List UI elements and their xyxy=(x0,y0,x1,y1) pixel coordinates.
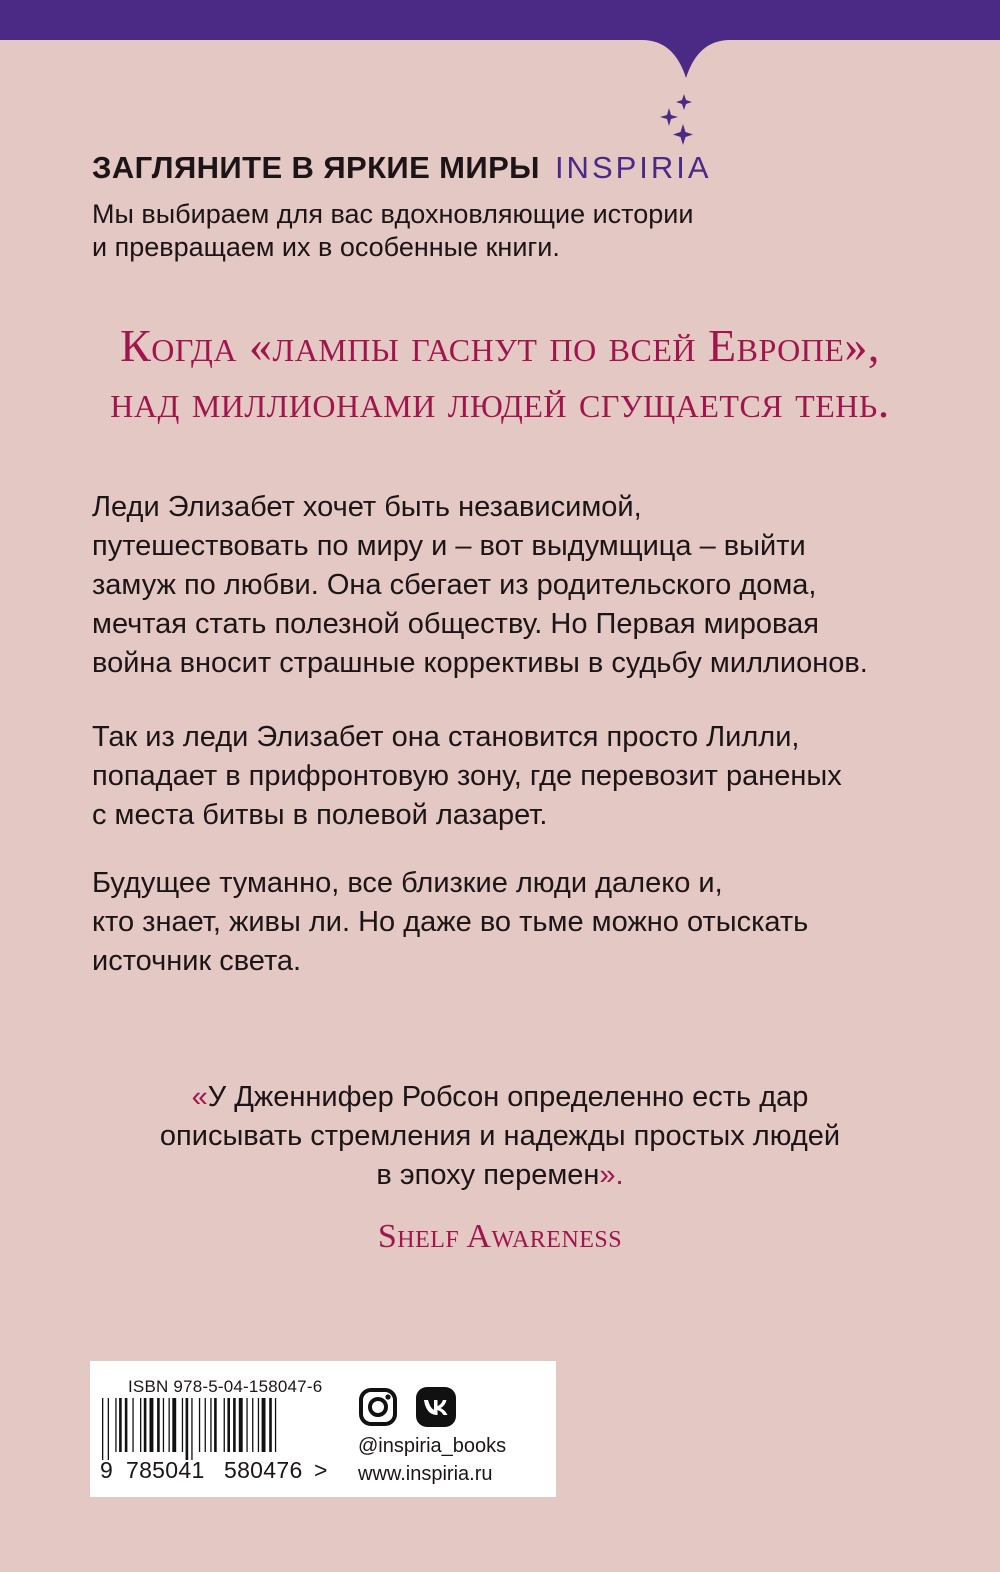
barcode-bar xyxy=(144,1398,147,1452)
barcode-bar xyxy=(108,1398,109,1460)
barcode-digit: 785041 xyxy=(126,1457,205,1483)
text-line: мечтая стать полезной обществу. Но Первая мировая xyxy=(92,608,819,640)
barcode-bar xyxy=(191,1398,192,1460)
barcode xyxy=(100,1398,338,1460)
barcode-bar xyxy=(239,1398,243,1452)
barcode-bar xyxy=(150,1398,154,1452)
barcode-bar xyxy=(224,1398,225,1452)
sparkle-stars-icon xyxy=(658,94,698,150)
barcode-bar xyxy=(275,1398,276,1452)
description-paragraph xyxy=(92,488,922,683)
barcode-bar xyxy=(140,1398,141,1452)
text-line: замуж по любви. Она сбегает из родительского дома, xyxy=(92,569,817,601)
intro-line: Мы выбираем для вас вдохновляющие истории xyxy=(92,199,694,229)
text-line: путешествовать по миру и – вот выдумщица – выйти xyxy=(92,530,806,562)
review-source: Shelf Awareness xyxy=(377,1218,623,1255)
website-link[interactable]: www.inspiria.ru xyxy=(358,1463,493,1485)
top-band xyxy=(0,0,1000,82)
header-line xyxy=(92,150,712,186)
barcode-bar xyxy=(182,1398,183,1452)
tagline-line: над миллионами людей сгущается тень. xyxy=(110,376,890,427)
barcode-bar xyxy=(132,1398,133,1452)
barcode-bar xyxy=(102,1398,103,1460)
review-quote xyxy=(100,1078,900,1195)
quote-line: описывать стремления и надежды простых людей xyxy=(159,1120,841,1152)
barcode-digit: > xyxy=(314,1457,328,1483)
barcode-bar xyxy=(119,1398,122,1452)
barcode-bar xyxy=(169,1398,170,1452)
barcode-bar xyxy=(205,1398,206,1452)
quote-line: У Дженнифер Робсон определенно есть дар xyxy=(207,1081,809,1113)
info-box xyxy=(90,1361,556,1497)
tagline xyxy=(0,318,1000,430)
barcode-digit: 9 xyxy=(100,1457,114,1483)
barcode-digit: 580476 xyxy=(224,1457,303,1483)
text-line: война вносит страшные коррективы в судьбу миллионов. xyxy=(92,647,868,679)
intro-line: и превращаем их в особенные книги. xyxy=(92,232,560,262)
text-line: кто знает, живы ли. Но даже во тьме можно отыскать xyxy=(92,906,809,938)
close-quote-mark: ». xyxy=(599,1159,624,1191)
barcode-bar xyxy=(258,1398,259,1452)
header-title: ЗАГЛЯНИТЕ В ЯРКИЕ МИРЫ xyxy=(92,150,540,185)
tagline-line: Когда «лампы гаснут по всей Европе», xyxy=(120,320,880,371)
barcode-bar xyxy=(125,1398,128,1452)
social-handle[interactable]: @inspiria_books xyxy=(358,1435,507,1457)
social-icons xyxy=(358,1387,456,1427)
barcode-bar xyxy=(233,1398,236,1452)
text-line: источник света. xyxy=(92,945,302,977)
description-paragraph xyxy=(92,864,922,981)
barcode-bar xyxy=(186,1398,189,1460)
quote-line: в эпоху перемен xyxy=(376,1159,600,1191)
instagram-icon[interactable] xyxy=(358,1387,398,1427)
text-line: Леди Элизабет хочет быть независимой, xyxy=(92,491,642,523)
text-line: с места битвы в полевой лазарет. xyxy=(92,799,548,831)
description-paragraph xyxy=(92,718,922,835)
barcode-bar xyxy=(210,1398,211,1452)
barcode-bar xyxy=(214,1398,217,1452)
barcode-bar xyxy=(262,1398,266,1452)
barcode-bar xyxy=(252,1398,253,1452)
barcode-bar xyxy=(269,1398,272,1452)
vk-icon[interactable] xyxy=(416,1387,456,1427)
barcode-bar xyxy=(157,1398,160,1452)
barcode-bar xyxy=(115,1398,116,1452)
brand-name: INSPIRIA xyxy=(554,150,712,185)
barcode-bar xyxy=(199,1398,200,1452)
barcode-bar xyxy=(172,1398,176,1452)
text-line: Так из леди Элизабет она становится просто Лилли, xyxy=(92,721,800,753)
intro-text xyxy=(92,198,812,264)
text-line: попадает в прифронтовую зону, где перевозит раненых xyxy=(92,760,842,792)
barcode-bar xyxy=(227,1398,230,1452)
text-line: Будущее туманно, все близкие люди далеко и, xyxy=(92,867,723,899)
isbn-label: ISBN 978-5-04-158047-6 xyxy=(128,1377,323,1396)
open-quote-mark: « xyxy=(191,1081,208,1113)
barcode-bar xyxy=(246,1398,247,1452)
barcode-bar xyxy=(163,1398,164,1452)
